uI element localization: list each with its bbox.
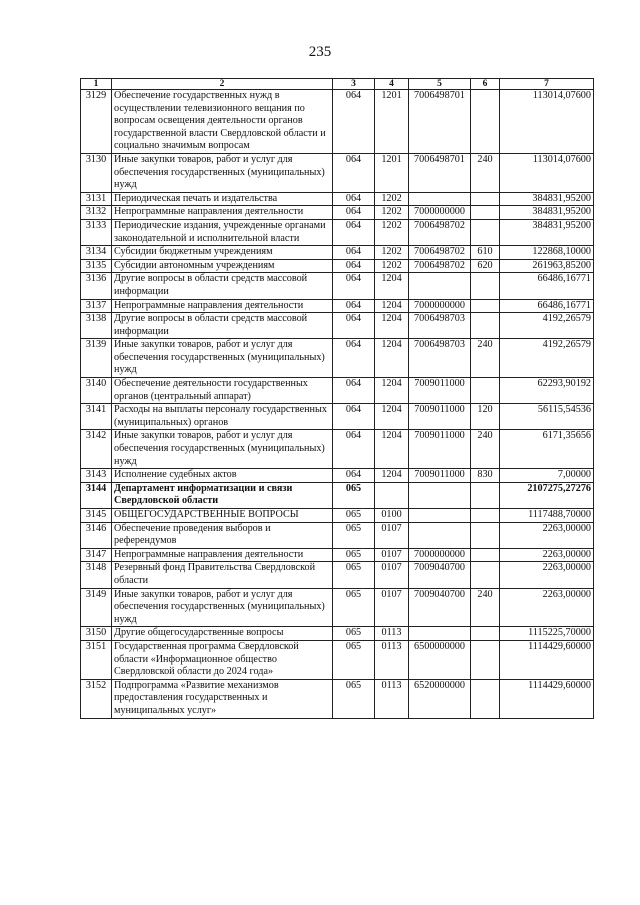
section-code-cell: 1204 <box>375 404 409 430</box>
header-col-7: 7 <box>500 79 594 90</box>
expense-type-cell <box>471 273 500 299</box>
amount-cell: 1114429,60000 <box>500 679 594 718</box>
row-number-cell: 3129 <box>81 90 112 154</box>
amount-cell: 1117488,70000 <box>500 509 594 523</box>
admin-code-cell: 064 <box>333 206 375 220</box>
target-code-cell: 7009040700 <box>409 588 471 627</box>
target-code-cell <box>409 509 471 523</box>
row-name-cell: Иные закупки товаров, работ и услуг для обеспечения государственных (муниципальных) нужд <box>112 339 333 378</box>
table-row <box>81 509 594 523</box>
row-number-cell: 3151 <box>81 640 112 679</box>
admin-code-cell: 064 <box>333 404 375 430</box>
expense-type-cell <box>471 482 500 508</box>
table-row <box>81 469 594 483</box>
expense-type-cell: 620 <box>471 259 500 273</box>
amount-cell: 2263,00000 <box>500 588 594 627</box>
table-row <box>81 679 594 718</box>
section-code-cell: 1201 <box>375 153 409 192</box>
admin-code-cell: 065 <box>333 522 375 548</box>
expense-type-cell: 240 <box>471 430 500 469</box>
admin-code-cell: 065 <box>333 679 375 718</box>
section-code-cell: 0113 <box>375 627 409 641</box>
row-name-cell: Непрограммные направления деятельности <box>112 206 333 220</box>
target-code-cell: 7000000000 <box>409 548 471 562</box>
table-row <box>81 640 594 679</box>
row-name-cell: Другие общегосударственные вопросы <box>112 627 333 641</box>
admin-code-cell: 064 <box>333 313 375 339</box>
row-number-cell: 3135 <box>81 259 112 273</box>
section-code-cell: 1204 <box>375 430 409 469</box>
amount-cell: 122868,10000 <box>500 246 594 260</box>
target-code-cell <box>409 522 471 548</box>
table-row <box>81 522 594 548</box>
table-row <box>81 313 594 339</box>
section-code-cell: 1202 <box>375 219 409 245</box>
section-code-cell: 1202 <box>375 192 409 206</box>
row-name-cell: Периодическая печать и издательства <box>112 192 333 206</box>
amount-cell: 1114429,60000 <box>500 640 594 679</box>
table-row <box>81 246 594 260</box>
row-name-cell: Субсидии автономным учреждениям <box>112 259 333 273</box>
amount-cell: 384831,95200 <box>500 192 594 206</box>
row-name-cell: Подпрограмма «Развитие механизмов предоставления государственных и муниципальных услуг» <box>112 679 333 718</box>
expense-type-cell <box>471 219 500 245</box>
expense-type-cell <box>471 679 500 718</box>
table-row <box>81 548 594 562</box>
amount-cell: 2263,00000 <box>500 522 594 548</box>
amount-cell: 2107275,27276 <box>500 482 594 508</box>
section-code-cell: 1202 <box>375 246 409 260</box>
admin-code-cell: 064 <box>333 299 375 313</box>
admin-code-cell: 065 <box>333 640 375 679</box>
expense-type-cell: 240 <box>471 153 500 192</box>
row-number-cell: 3138 <box>81 313 112 339</box>
admin-code-cell: 064 <box>333 469 375 483</box>
amount-cell: 261963,85200 <box>500 259 594 273</box>
table-row <box>81 404 594 430</box>
header-col-1: 1 <box>81 79 112 90</box>
admin-code-cell: 065 <box>333 562 375 588</box>
expense-type-cell <box>471 627 500 641</box>
expense-type-cell: 610 <box>471 246 500 260</box>
amount-cell: 62293,90192 <box>500 378 594 404</box>
table-row <box>81 219 594 245</box>
row-number-cell: 3147 <box>81 548 112 562</box>
amount-cell: 66486,16771 <box>500 273 594 299</box>
header-col-5: 5 <box>409 79 471 90</box>
amount-cell: 7,00000 <box>500 469 594 483</box>
target-code-cell: 7006498703 <box>409 339 471 378</box>
amount-cell: 66486,16771 <box>500 299 594 313</box>
row-name-cell: Государственная программа Свердловской области «Информационное общество Свердловской области до 2024 года» <box>112 640 333 679</box>
target-code-cell: 7006498702 <box>409 246 471 260</box>
section-code-cell: 1204 <box>375 273 409 299</box>
amount-cell: 4192,26579 <box>500 339 594 378</box>
row-name-cell: Резервный фонд Правительства Свердловской области <box>112 562 333 588</box>
row-number-cell: 3131 <box>81 192 112 206</box>
header-col-6: 6 <box>471 79 500 90</box>
table-row <box>81 299 594 313</box>
row-number-cell: 3148 <box>81 562 112 588</box>
section-code-cell: 0107 <box>375 522 409 548</box>
amount-cell: 56115,54536 <box>500 404 594 430</box>
section-code-cell: 1204 <box>375 299 409 313</box>
table-row <box>81 259 594 273</box>
admin-code-cell: 064 <box>333 378 375 404</box>
admin-code-cell: 064 <box>333 219 375 245</box>
row-number-cell: 3144 <box>81 482 112 508</box>
amount-cell: 384831,95200 <box>500 219 594 245</box>
expense-type-cell <box>471 192 500 206</box>
target-code-cell <box>409 273 471 299</box>
row-name-cell: Другие вопросы в области средств массовой информации <box>112 313 333 339</box>
amount-cell: 1115225,70000 <box>500 627 594 641</box>
table-row <box>81 627 594 641</box>
row-name-cell: Непрограммные направления деятельности <box>112 548 333 562</box>
expense-type-cell: 240 <box>471 588 500 627</box>
table-row <box>81 378 594 404</box>
row-name-cell: Исполнение судебных актов <box>112 469 333 483</box>
row-name-cell: Обеспечение деятельности государственных органов (центральный аппарат) <box>112 378 333 404</box>
row-number-cell: 3142 <box>81 430 112 469</box>
row-name-cell: Обеспечение проведения выборов и референдумов <box>112 522 333 548</box>
row-number-cell: 3143 <box>81 469 112 483</box>
admin-code-cell: 065 <box>333 548 375 562</box>
admin-code-cell: 064 <box>333 273 375 299</box>
expense-type-cell <box>471 522 500 548</box>
admin-code-cell: 064 <box>333 246 375 260</box>
table-row <box>81 192 594 206</box>
admin-code-cell: 065 <box>333 627 375 641</box>
target-code-cell: 7006498701 <box>409 90 471 154</box>
row-number-cell: 3152 <box>81 679 112 718</box>
target-code-cell: 7006498703 <box>409 313 471 339</box>
admin-code-cell: 065 <box>333 588 375 627</box>
section-code-cell: 0107 <box>375 562 409 588</box>
row-name-cell: Непрограммные направления деятельности <box>112 299 333 313</box>
table-row <box>81 482 594 508</box>
target-code-cell: 7009011000 <box>409 378 471 404</box>
row-number-cell: 3136 <box>81 273 112 299</box>
amount-cell: 113014,07600 <box>500 90 594 154</box>
admin-code-cell: 064 <box>333 90 375 154</box>
section-code-cell: 0113 <box>375 679 409 718</box>
admin-code-cell: 064 <box>333 430 375 469</box>
section-code-cell <box>375 482 409 508</box>
row-number-cell: 3146 <box>81 522 112 548</box>
row-name-cell: Другие вопросы в области средств массовой информации <box>112 273 333 299</box>
row-name-cell: Обеспечение государственных нужд в осуществлении телевизионного вещания по вопросам освещения деятельности органов государственной власти Свердловской области и социально значимым вопросам <box>112 90 333 154</box>
row-name-cell: Субсидии бюджетным учреждениям <box>112 246 333 260</box>
expense-type-cell <box>471 313 500 339</box>
section-code-cell: 0107 <box>375 588 409 627</box>
table-row <box>81 430 594 469</box>
section-code-cell: 1204 <box>375 339 409 378</box>
header-col-2: 2 <box>112 79 333 90</box>
expense-type-cell <box>471 562 500 588</box>
row-number-cell: 3133 <box>81 219 112 245</box>
target-code-cell: 6520000000 <box>409 679 471 718</box>
admin-code-cell: 064 <box>333 192 375 206</box>
table-row <box>81 273 594 299</box>
header-col-3: 3 <box>333 79 375 90</box>
expense-type-cell <box>471 90 500 154</box>
expense-type-cell: 120 <box>471 404 500 430</box>
expense-type-cell <box>471 299 500 313</box>
expense-type-cell <box>471 206 500 220</box>
amount-cell: 6171,35656 <box>500 430 594 469</box>
target-code-cell <box>409 482 471 508</box>
table-row <box>81 588 594 627</box>
target-code-cell: 7000000000 <box>409 299 471 313</box>
header-col-4: 4 <box>375 79 409 90</box>
row-number-cell: 3137 <box>81 299 112 313</box>
target-code-cell: 7009011000 <box>409 430 471 469</box>
row-number-cell: 3134 <box>81 246 112 260</box>
row-number-cell: 3149 <box>81 588 112 627</box>
section-code-cell: 0113 <box>375 640 409 679</box>
section-code-cell: 0100 <box>375 509 409 523</box>
row-number-cell: 3140 <box>81 378 112 404</box>
section-code-cell: 1202 <box>375 206 409 220</box>
target-code-cell <box>409 192 471 206</box>
expense-type-cell <box>471 548 500 562</box>
page-number: 235 <box>308 44 332 60</box>
target-code-cell: 7009011000 <box>409 469 471 483</box>
row-number-cell: 3132 <box>81 206 112 220</box>
section-code-cell: 1202 <box>375 259 409 273</box>
table-row <box>81 206 594 220</box>
amount-cell: 113014,07600 <box>500 153 594 192</box>
row-name-cell: Периодические издания, учрежденные органами законодательной и исполнительной власти <box>112 219 333 245</box>
table-row <box>81 153 594 192</box>
section-code-cell: 1201 <box>375 90 409 154</box>
target-code-cell: 7009040700 <box>409 562 471 588</box>
table-row <box>81 90 594 154</box>
section-code-cell: 1204 <box>375 469 409 483</box>
amount-cell: 384831,95200 <box>500 206 594 220</box>
admin-code-cell: 065 <box>333 482 375 508</box>
target-code-cell: 7006498701 <box>409 153 471 192</box>
section-code-cell: 1204 <box>375 313 409 339</box>
expense-type-cell <box>471 509 500 523</box>
row-number-cell: 3150 <box>81 627 112 641</box>
table-row <box>81 562 594 588</box>
row-name-cell: Иные закупки товаров, работ и услуг для обеспечения государственных (муниципальных) нужд <box>112 153 333 192</box>
target-code-cell: 7006498702 <box>409 219 471 245</box>
target-code-cell <box>409 627 471 641</box>
row-name-cell: Департамент информатизации и связи Свердловской области <box>112 482 333 508</box>
row-name-cell: Иные закупки товаров, работ и услуг для обеспечения государственных (муниципальных) нужд <box>112 588 333 627</box>
admin-code-cell: 064 <box>333 259 375 273</box>
row-number-cell: 3139 <box>81 339 112 378</box>
row-name-cell: Расходы на выплаты персоналу государственных (муниципальных) органов <box>112 404 333 430</box>
row-number-cell: 3145 <box>81 509 112 523</box>
amount-cell: 2263,00000 <box>500 562 594 588</box>
row-number-cell: 3141 <box>81 404 112 430</box>
section-code-cell: 1204 <box>375 378 409 404</box>
row-number-cell: 3130 <box>81 153 112 192</box>
admin-code-cell: 064 <box>333 339 375 378</box>
budget-table <box>80 78 594 719</box>
admin-code-cell: 065 <box>333 509 375 523</box>
target-code-cell: 6500000000 <box>409 640 471 679</box>
row-name-cell: ОБЩЕГОСУДАРСТВЕННЫЕ ВОПРОСЫ <box>112 509 333 523</box>
row-name-cell: Иные закупки товаров, работ и услуг для обеспечения государственных (муниципальных) нужд <box>112 430 333 469</box>
table-body <box>81 90 594 719</box>
expense-type-cell: 240 <box>471 339 500 378</box>
expense-type-cell <box>471 640 500 679</box>
amount-cell: 4192,26579 <box>500 313 594 339</box>
expense-type-cell <box>471 378 500 404</box>
target-code-cell: 7009011000 <box>409 404 471 430</box>
target-code-cell: 7000000000 <box>409 206 471 220</box>
admin-code-cell: 064 <box>333 153 375 192</box>
section-code-cell: 0107 <box>375 548 409 562</box>
expense-type-cell: 830 <box>471 469 500 483</box>
target-code-cell: 7006498702 <box>409 259 471 273</box>
amount-cell: 2263,00000 <box>500 548 594 562</box>
table-row <box>81 339 594 378</box>
table-header-row <box>81 79 594 90</box>
